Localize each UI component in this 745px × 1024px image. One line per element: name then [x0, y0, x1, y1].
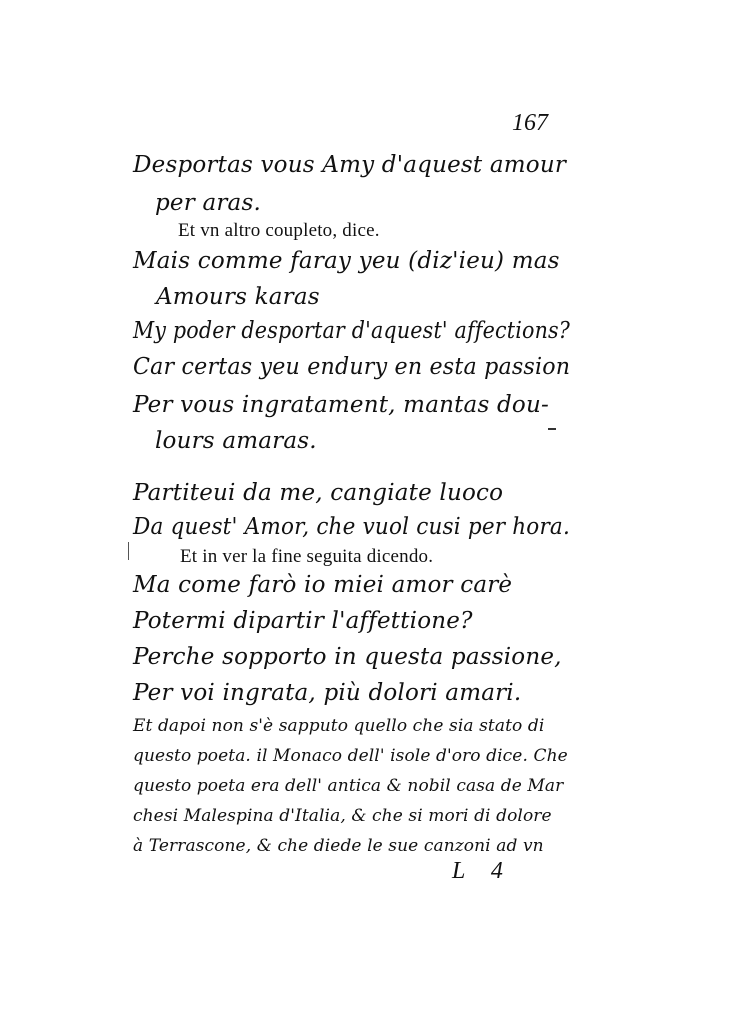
text-line: à Terrascone, & che diede le sue canzoni ad vn	[133, 836, 544, 856]
text-line: Per vous ingratament, mantas dou-	[133, 392, 549, 418]
text-line: Et in ver la fine seguita dicendo.	[180, 546, 434, 567]
text-line: Potermi dipartir l'affettione?	[133, 608, 473, 634]
text-line: Ma come farò io miei amor carè	[133, 572, 513, 598]
text-line: Desportas vous Amy d'aquest amour	[133, 152, 567, 178]
text-line: Et dapoi non s'è sapputo quello che sia stato di	[133, 716, 545, 736]
text-line: Da quest' Amor, che vuol cusi per hora.	[133, 514, 570, 540]
text-line: Perche sopporto in questa passione,	[133, 644, 562, 670]
text-line: questo poeta era dell' antica & nobil casa de Mar	[133, 776, 564, 796]
text-line: Car certas yeu endury en esta passion	[133, 354, 571, 380]
hyphen-mark	[548, 428, 556, 430]
text-line: Amours karas	[156, 284, 320, 310]
text-line: Partiteui da me, cangiate luoco	[133, 480, 504, 506]
text-line: questo poeta. il Monaco dell' isole d'oro dice. Che	[133, 746, 568, 766]
text-line: lours amaras.	[155, 428, 317, 454]
text-line: Mais comme faray yeu (diz'ieu) mas	[133, 248, 560, 274]
signature-mark: L 4	[452, 858, 513, 884]
text-line: chesi Malespina d'Italia, & che si mori di dolore	[133, 806, 552, 826]
page-number: 167	[512, 110, 548, 136]
text-line: Per voi ingrata, più dolori amari.	[133, 680, 522, 706]
text-line: My poder desportar d'aquest' affections?	[133, 318, 571, 344]
text-line: Et vn altro coupleto, dice.	[178, 220, 380, 241]
text-line: per aras.	[155, 190, 261, 216]
margin-mark	[128, 542, 129, 560]
